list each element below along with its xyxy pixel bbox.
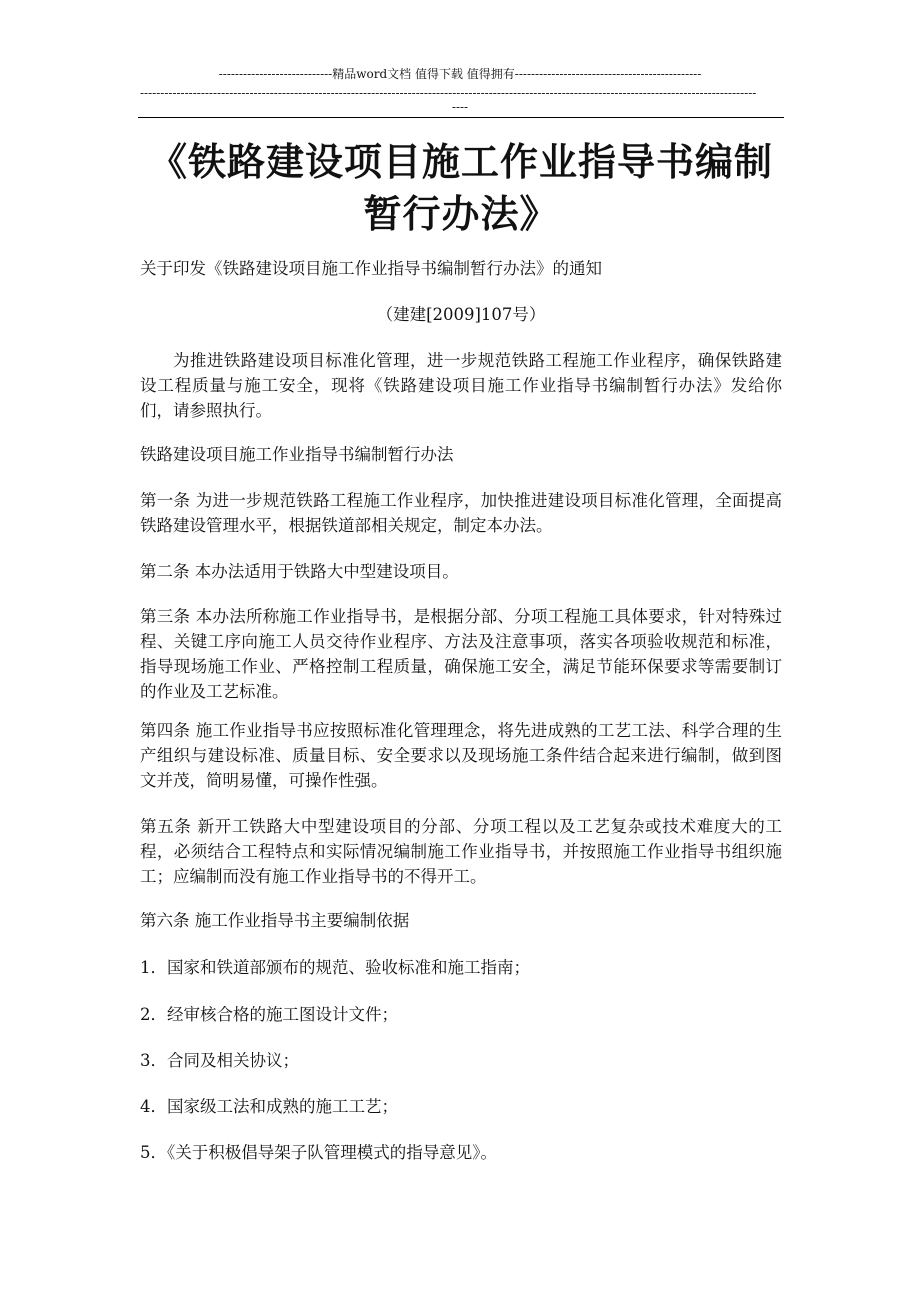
list-item: 5．《关于积极倡导架子队管理模式的指导意见》。: [140, 1143, 497, 1162]
header-dashes: --------------------------------------------------------------------------------------------------------------------------------------------------------: [140, 86, 757, 100]
article-2: 第二条 本办法适用于铁路大中型建设项目。: [140, 562, 459, 581]
list-item: 2．经审核合格的施工图设计文件；: [140, 1005, 398, 1024]
notice-title: 关于印发《铁路建设项目施工作业指导书编制暂行办法》的通知: [140, 259, 602, 278]
article-3: 第三条 本办法所称施工作业指导书，是根据分部、分项工程施工具体要求，针对特殊过程、关键工序向施工人员交待作业程序、方法及注意事项，落实各项验收规范和标准，指导现场施工作业、严格控制工程质量，确保施工安全，满足节能环保要求等需要制订的作业及工艺标准。: [140, 607, 782, 701]
header-dashes-end: ----: [451, 100, 469, 114]
document-number: （建建[2009]107号）: [376, 305, 546, 324]
list-item: 1．国家和铁道部颁布的规范、验收标准和施工指南；: [140, 958, 530, 977]
article-6: 第六条 施工作业指导书主要编制依据: [140, 911, 410, 930]
list-item: 4．国家级工法和成熟的施工工艺；: [140, 1097, 398, 1116]
section-title: 铁路建设项目施工作业指导书编制暂行办法: [140, 445, 454, 464]
article-1: 第一条 为进一步规范铁路工程施工作业程序，加快推进建设项目标准化管理，全面提高铁路建设管理水平，根据铁道部相关规定，制定本办法。: [140, 491, 782, 535]
intro-paragraph: 为推进铁路建设项目标准化管理，进一步规范铁路工程施工作业程序，确保铁路建设工程质量与施工安全，现将《铁路建设项目施工作业指导书编制暂行办法》发给你们，请参照执行。: [140, 351, 782, 420]
header-rule: [138, 117, 784, 118]
document-title: 《铁路建设项目施工作业指导书编制暂行办法》: [148, 139, 773, 236]
list-item: 3．合同及相关协议；: [140, 1051, 299, 1070]
article-5: 第五条 新开工铁路大中型建设项目的分部、分项工程以及工艺复杂或技术难度大的工程，必须结合工程特点和实际情况编制施工作业指导书，并按照施工作业指导书组织施工；应编制而没有施工作业指导书的不得开工。: [140, 817, 782, 886]
article-4: 第四条 施工作业指导书应按照标准化管理理念，将先进成熟的工艺工法、科学合理的生产组织与建设标准、质量目标、安全要求以及现场施工条件结合起来进行编制，做到图文并茂，简明易懂，可操作性强。: [140, 721, 782, 790]
header-banner: ----------------------------精品word文档 值得下载 值得拥有----------------------------------------------: [218, 67, 702, 81]
